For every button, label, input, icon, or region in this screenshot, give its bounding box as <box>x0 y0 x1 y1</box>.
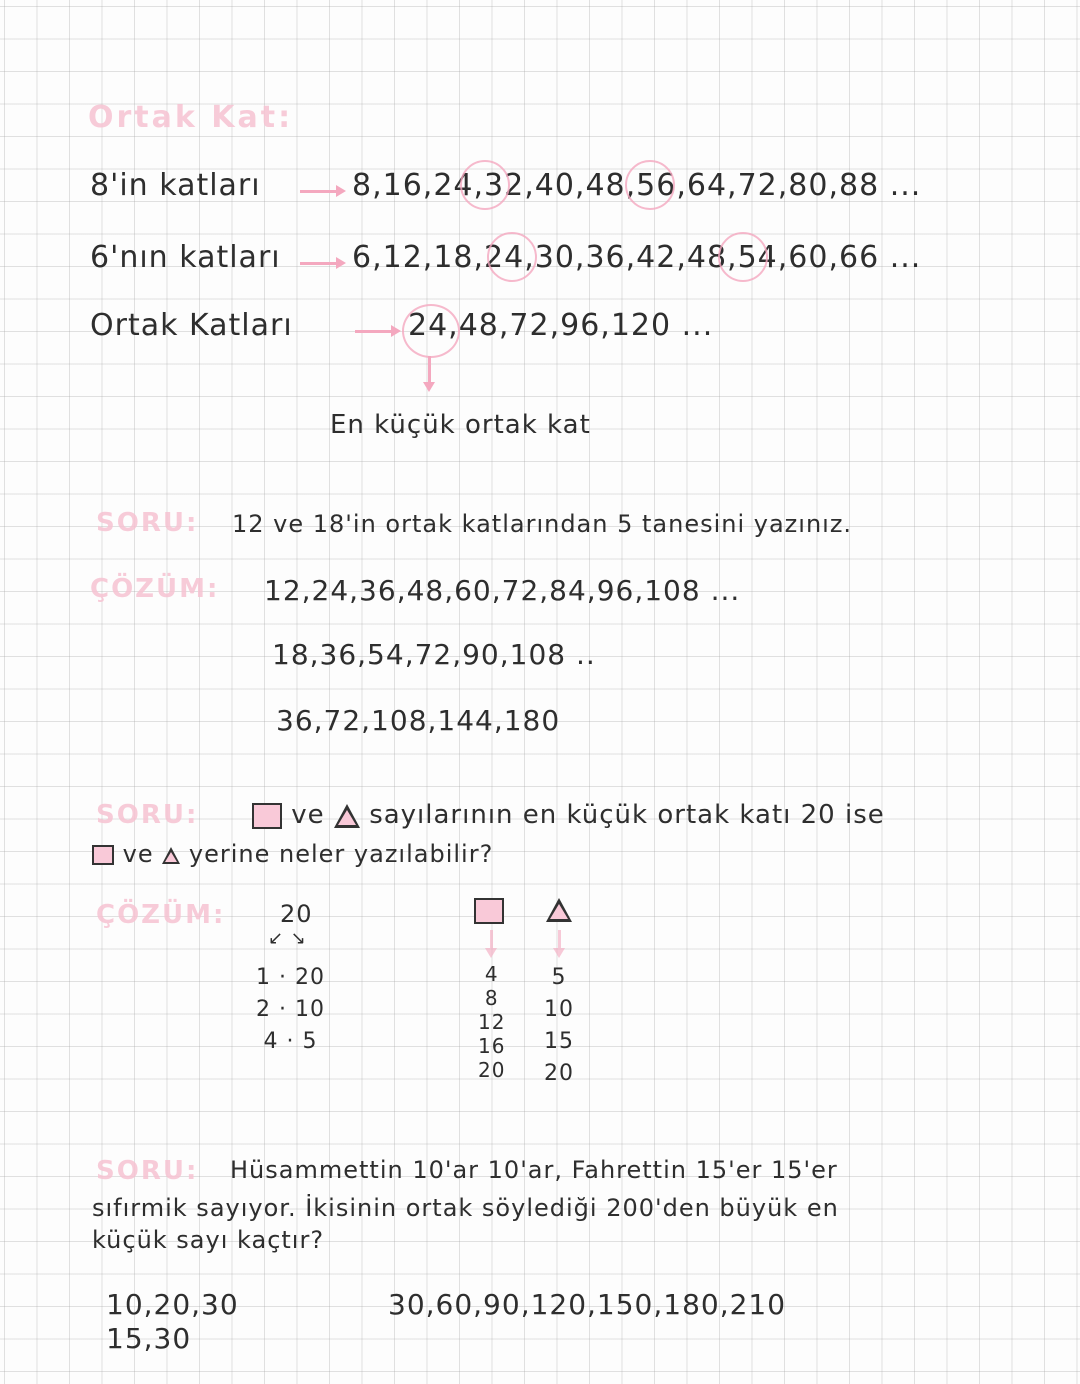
triangle-symbol-icon <box>546 898 572 922</box>
square-value: 4 <box>484 962 499 986</box>
triangle-value: 15 <box>544 1029 574 1054</box>
square-value: 16 <box>478 1034 506 1058</box>
common-multiples-values: 24,48,72,96,120 ... <box>408 308 714 343</box>
arrow-down-icon <box>428 356 431 384</box>
lcm-note: En küçük ortak kat <box>330 410 591 440</box>
square-value: 12 <box>478 1010 506 1034</box>
triangle-value: 20 <box>544 1061 574 1086</box>
factor-pair: 4 · 5 <box>263 1029 318 1054</box>
multiples-of-18: 18,36,54,72,90,108 .. <box>272 638 596 671</box>
common-multiples-answer: 30,60,90,120,150,180,210 <box>388 1288 787 1321</box>
arrow-down-icon <box>558 930 561 950</box>
square-value: 8 <box>484 986 499 1010</box>
question-text-line1: Hüsammettin 10'ar 10'ar, Fahrettin 15'er 15'er <box>230 1156 838 1184</box>
triangle-column-header <box>546 898 572 922</box>
factor-pair: 1 · 20 <box>256 965 325 990</box>
square-column-header <box>474 898 504 924</box>
triangle-value: 10 <box>544 997 574 1022</box>
arrow-right-icon <box>300 262 338 265</box>
square-symbol-icon <box>474 898 504 924</box>
factor-root: 20 <box>280 900 313 928</box>
common-multiples-label: Ortak Katları <box>90 308 293 343</box>
circle-highlight-48 <box>718 232 768 282</box>
circle-highlight-48 <box>625 160 675 210</box>
conjunction-text: ve <box>122 840 154 868</box>
arrow-right-icon <box>300 190 338 193</box>
question-text-line2: sıfırmik sayıyor. İkisinin ortak söylediği 200'den büyük en <box>92 1194 839 1222</box>
multiples-of-6-label: 6'nın katları <box>90 240 281 275</box>
triangle-symbol-icon <box>162 847 180 864</box>
factor-branches-icon: ↙ ↘ <box>268 928 307 949</box>
question-text-line1 <box>252 800 885 830</box>
question-label: SORU: <box>96 1156 199 1186</box>
question-text-line2 <box>92 840 493 868</box>
solution-label: ÇÖZÜM: <box>96 900 226 930</box>
question-text-rest: yerine neler yazılabilir? <box>188 840 494 868</box>
factor-pair: 2 · 10 <box>256 997 325 1022</box>
solution-label: ÇÖZÜM: <box>90 574 220 604</box>
factor-pairs-list <box>256 962 325 1058</box>
common-multiples-answer: 36,72,108,144,180 <box>276 704 561 737</box>
section-heading: Ortak Kat: <box>88 100 294 135</box>
question-text-rest: sayılarının en küçük ortak katı 20 ise <box>369 800 885 830</box>
circle-highlight-24 <box>460 160 510 210</box>
question-label: SORU: <box>96 508 199 538</box>
square-symbol-icon <box>92 845 114 865</box>
multiples-of-8-label: 8'in katları <box>90 168 261 203</box>
arrow-right-icon <box>355 330 393 333</box>
square-value: 20 <box>478 1058 506 1082</box>
question-text: 12 ve 18'in ortak katlarından 5 tanesini yazınız. <box>232 510 853 538</box>
square-symbol-icon <box>252 803 282 829</box>
circle-highlight-lcm <box>402 304 460 358</box>
multiples-of-15: 15,30 <box>106 1322 192 1355</box>
question-label: SORU: <box>96 800 199 830</box>
multiples-of-8-values: 8,16,24,32,40,48,56,64,72,80,88 ... <box>352 168 922 203</box>
triangle-symbol-icon <box>334 804 360 828</box>
conjunction-text: ve <box>291 800 325 830</box>
triangle-value: 5 <box>551 965 567 990</box>
triangle-values-list <box>544 962 574 1090</box>
square-values-list <box>478 962 505 1082</box>
multiples-of-12: 12,24,36,48,60,72,84,96,108 ... <box>264 574 741 607</box>
question-text-line3: küçük sayı kaçtır? <box>92 1226 325 1254</box>
multiples-of-6-values: 6,12,18,24,30,36,42,48,54,60,66 ... <box>352 240 922 275</box>
multiples-of-10: 10,20,30 <box>106 1288 239 1321</box>
circle-highlight-24 <box>487 232 537 282</box>
arrow-down-icon <box>490 930 493 950</box>
